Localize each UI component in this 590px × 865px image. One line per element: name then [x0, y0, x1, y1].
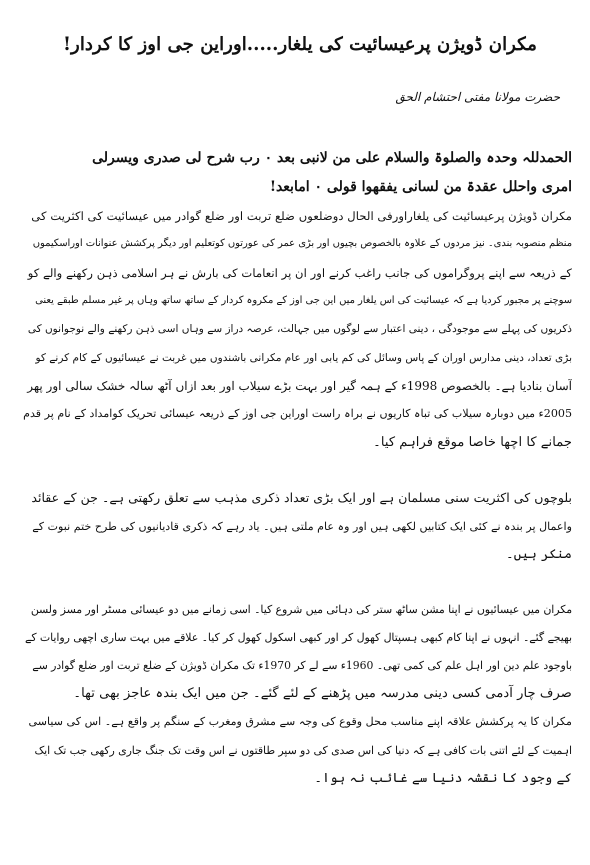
article-title: مکران ڈویژن پرعیسائیت کی یلغار.....اوراین جی اوز کا کردار!: [63, 34, 537, 55]
text-line: مکران کا یہ پرکشش علاقہ اپنے مناسب محل وقوع کی وجہ سے مشرق ومغرب کے سنگم پر واقع ہے۔ اس کی سیاسی: [28, 715, 572, 728]
text-line: منکر ہیں۔: [505, 547, 572, 562]
text-line: مکران ڈویژن پرعیسائیت کی یلغاراورفی الحال دوضلعوں ضلع تربت اور ضلع گوادر میں عیسائیت کی اکثریت کی: [31, 209, 572, 223]
text-line: ذکریوں کی پہلے سے موجودگی ، دینی اعتبار سے لوگوں میں جہالت، عرصہ دراز سے وہاں اسی ذہن رکھنے والے نوجوانوں کی: [27, 323, 572, 335]
text-line: مکران میں عیسائیوں نے اپنا مشن ساٹھ ستر کی دہائی میں شروع کیا۔ اسی زمانے میں دو عیسائی مسٹر اور مسز ولسن: [30, 603, 572, 616]
text-line: منظم منصوبہ بندی۔ نیز مردوں کے علاوہ بالخصوص بچیوں اور بڑی عمر کی عورتوں کوتعلیم اور دیگر پرکشش عنوانات اوراسکیموں: [32, 238, 572, 249]
text-line: واعمال پر بندہ نے کئی ایک کتابیں لکھی ہیں اور وہ عام ملتی ہیں۔ یاد رہے کہ ذکری قادیانیوں کی طرح ختم نبوت کے: [32, 520, 572, 533]
text-line: سوچنے پر مجبور کردیا ہے کہ عیسائیت کی اس یلغار میں این جی اوز کے مکروہ کردار کے ساتھ ساتھ وہاں پر غیر مسلم طبقے یعنی: [35, 295, 572, 306]
author-byline: حضرت مولانا مفتی احتشام الحق: [395, 90, 560, 104]
text-line: صرف چار آدمی کسی دینی مدرسہ میں پڑھنے کے لئے گئے۔ جن میں ایک بندہ عاجز بھی تھا۔: [73, 686, 572, 701]
text-line: 2005ء میں دوبارہ سیلاب کی تباہ کاریوں نے براہ راست اوراین جی اوز کے ذریعہ عیسائی تحریک کوامداد کے نام پر قدم: [23, 407, 572, 420]
text-line: جمانے کا اچھا خاصا موقع فراہم کیا۔: [373, 435, 572, 450]
text-line: اہمیت کے لئے اتنی بات کافی ہے کہ دنیا کی اس صدی کی دو سپر طاقتوں نے اس وقت تک جنگ جاری رکھی جب تک ایک: [34, 744, 572, 757]
text-line: الحمدللہ وحدہ والصلوۃ والسلام علی من لانبی بعد ۰ رب شرح لی صدری ویسرلی: [92, 150, 572, 166]
text-line: کے وجود کا نقشہ دنیا سے غائب نہ ہوا۔: [314, 771, 572, 786]
text-line: بھیجے گئے۔ انہوں نے اپنا کام کبھی ہسپتال کھول کر اور کبھی اسکول کھول کر کیا۔ علاقے میں بہت ساری اچھی روایات کے: [25, 631, 572, 644]
text-line: باوجود علم دین اور اہل علم کی کمی تھی۔ 1960ء سے لے کر 1970ء تک مکران ڈویژن کے ضلع تربت اور ضلع گوادر سے: [32, 659, 572, 672]
text-line: بڑی تعداد، دینی مدارس اوران کے پاس وسائل کی کم یابی اور عام مکرانی باشندوں میں غربت نے عیسائیوں کے کام کرنے کو: [35, 352, 572, 364]
text-line: بلوچوں کی اکثریت سنی مسلمان ہے اور ایک بڑی تعداد ذکری مذہب سے تعلق رکھتی ہے۔ جن کے عقائد: [31, 490, 572, 505]
text-line: کے ذریعہ سے اپنے پروگراموں کی جانب راغب کرنے اور ان پر انعامات کی بارش نے ہر اسلامی ذہن رکھنے والے کو: [27, 266, 572, 280]
text-line: آسان بنادیا ہے۔ بالخصوص 1998ء کے ہمہ گیر اور بہت بڑے سیلاب اور بعد ازاں آٹھ سالہ خشک سالی اور پھر: [27, 379, 572, 393]
text-line: امری واحلل عقدۃ من لسانی یفقھوا قولی ۰ امابعد!: [269, 179, 572, 195]
